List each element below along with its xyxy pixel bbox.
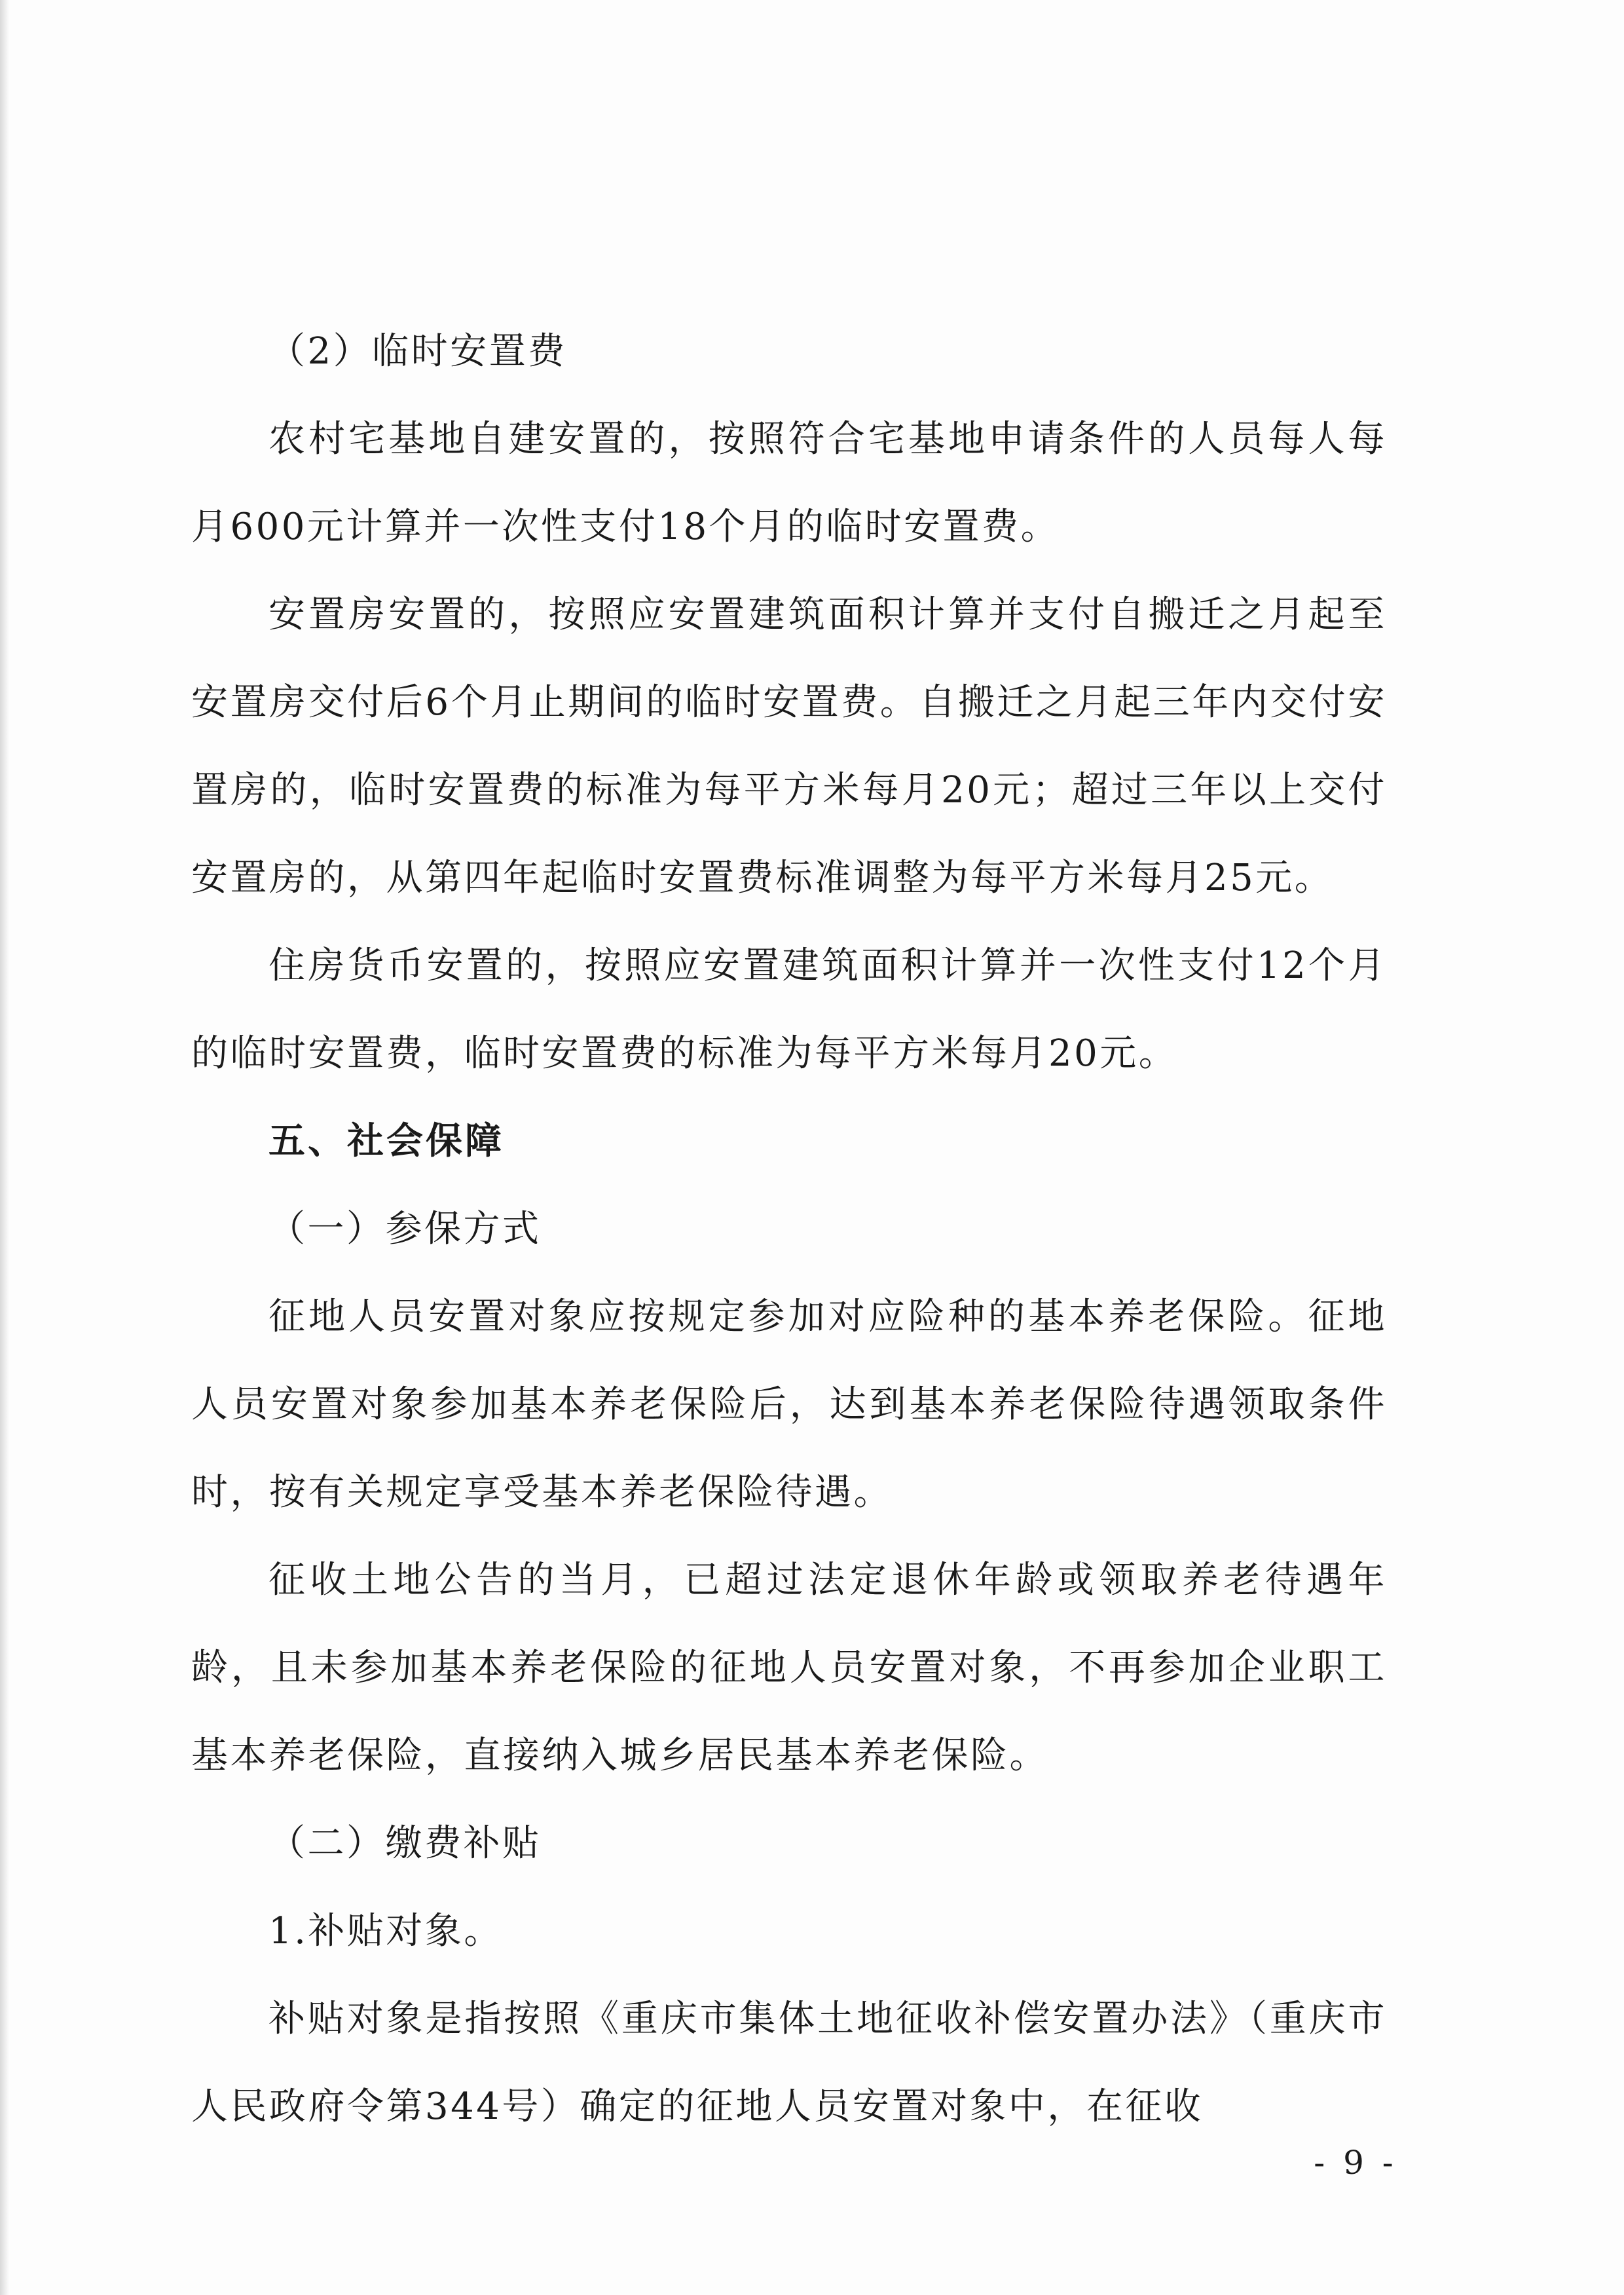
paragraph-retirement-age: 征收土地公告的当月，已超过法定退休年龄或领取养老待遇年龄，且未参加基本养老保险的征地人员安置对象，不再参加企业职工基本养老保险，直接纳入城乡居民基本养老保险。 — [191, 1559, 1387, 1777]
paragraph-pension-enrollment: 征地人员安置对象应按规定参加对应险种的基本养老保险。征地人员安置对象参加基本养老保险后，达到基本养老保险待遇领取条件时，按有关规定享受基本养老保险待遇。 — [191, 1296, 1387, 1514]
paragraph-monetary-resettlement: 住房货币安置的，按照应安置建筑面积计算并一次性支付12个月的临时安置费，临时安置费的标准为每平方米每月20元。 — [191, 944, 1387, 1075]
scan-edge — [0, 0, 9, 2295]
subheading-temporary-resettlement-fee: （2）临时安置费 — [268, 330, 567, 373]
item-subsidy-target: 1.补贴对象。 — [268, 1910, 503, 1952]
page-number: - 9 - — [1314, 2144, 1397, 2182]
subheading-insurance-method: （一）参保方式 — [268, 1208, 542, 1250]
document-body — [191, 308, 1387, 2151]
paragraph-resettlement-housing: 安置房安置的，按照应安置建筑面积计算并支付自搬迁之月起至安置房交付后6个月止期间的临时安置费。自搬迁之月起三年内交付安置房的，临时安置费的标准为每平方米每月20元；超过三年以上交付安置房的，从第四年起临时安置费标准调整为每平方米每月25元。 — [191, 593, 1387, 899]
subheading-contribution-subsidy: （二）缴费补贴 — [268, 1822, 542, 1865]
paragraph-subsidy-target-definition: 补贴对象是指按照《重庆市集体土地征收补偿安置办法》（重庆市人民政府令第344号）确定的征地人员安置对象中，在征收 — [191, 1998, 1387, 2128]
paragraph-homestead-resettlement: 农村宅基地自建安置的，按照符合宅基地申请条件的人员每人每月600元计算并一次性支付18个月的临时安置费。 — [191, 418, 1387, 548]
heading-social-security: 五、社会保障 — [268, 1120, 504, 1163]
